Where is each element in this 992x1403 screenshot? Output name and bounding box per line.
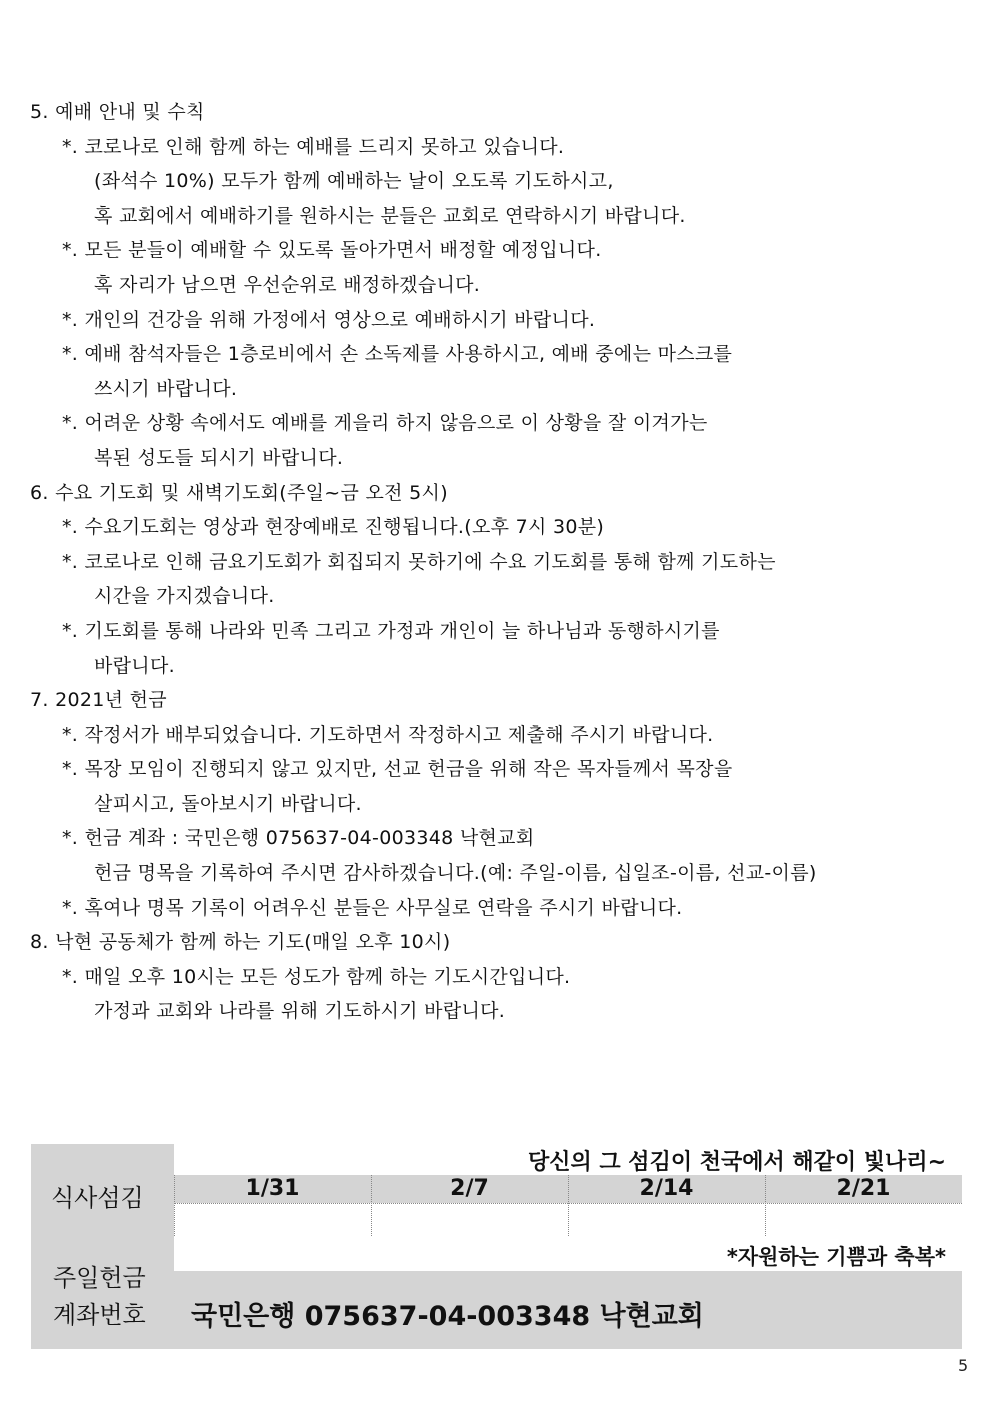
date-cell: 2/7 — [450, 1176, 489, 1201]
bullet-item: *. 개인의 건강을 위해 가정에서 영상으로 예배하시기 바랍니다. — [62, 308, 596, 331]
bullet-item: *. 작정서가 배부되었습니다. 기도하면서 작정하시고 제출해 주시기 바랍니다. — [62, 723, 714, 746]
section-heading: 6. 수요 기도회 및 새벽기도회(주일~금 오전 5시) — [30, 481, 448, 504]
continuation-line: 살피시고, 돌아보시기 바랍니다. — [94, 792, 362, 815]
continuation-line: 바랍니다. — [94, 654, 175, 677]
date-cell: 1/31 — [245, 1176, 300, 1201]
page-number: 5 — [958, 1356, 969, 1375]
continuation-line: 복된 성도들 되시기 바랍니다. — [94, 446, 344, 469]
bullet-item: *. 예배 참석자들은 1층로비에서 손 소독제를 사용하시고, 예배 중에는 마스크를 — [62, 343, 733, 366]
continuation-line: 시간을 가지겠습니다. — [94, 585, 275, 608]
bullet-item: *. 수요기도회는 영상과 현장예배로 진행됩니다.(오후 7시 30분) — [62, 516, 605, 539]
bank-account: 국민은행 075637-04-003348 낙현교회 — [191, 1301, 704, 1332]
offering-label: 주일헌금 — [53, 1264, 146, 1292]
bullet-item: *. 코로나로 인해 금요기도회가 회집되지 못하기에 수요 기도회를 통해 함께 기도하는 — [62, 550, 776, 573]
continuation-line: 헌금 명목을 기록하여 주시면 감사하겠습니다.(예: 주일-이름, 십일조-이름, 선교-이름) — [94, 862, 817, 885]
bullet-item: *. 기도회를 통해 나라와 민족 그리고 가정과 개인이 늘 하나님과 동행하시기를 — [62, 619, 720, 642]
divider — [765, 1175, 766, 1236]
continuation-line: 혹 교회에서 예배하기를 원하시는 분들은 교회로 연락하시기 바랍니다. — [94, 204, 686, 227]
date-cell: 2/21 — [836, 1176, 891, 1201]
date-cell: 2/14 — [639, 1176, 694, 1201]
service-info-box — [31, 1144, 962, 1349]
continuation-line: 혹 자리가 남으면 우선순위로 배정하겠습니다. — [94, 273, 481, 296]
divider — [174, 1175, 175, 1236]
bullet-item: *. 헌금 계좌 : 국민은행 075637-04-003348 낙현교회 — [62, 827, 535, 850]
bullet-item: *. 어려운 상황 속에서도 예배를 게을리 하지 않음으로 이 상황을 잘 이겨가는 — [62, 412, 708, 435]
account-label: 계좌번호 — [53, 1301, 146, 1329]
bullet-item: *. 모든 분들이 예배할 수 있도록 돌아가면서 배정할 예정입니다. — [62, 239, 602, 262]
section-heading: 5. 예배 안내 및 수칙 — [30, 101, 205, 123]
divider — [371, 1175, 372, 1236]
meal-service-label: 식사섬김 — [51, 1184, 144, 1212]
continuation-line: 쓰시기 바랍니다. — [94, 377, 238, 400]
section-heading: 7. 2021년 헌금 — [30, 689, 167, 712]
bullet-item: *. 목장 모임이 진행되지 않고 있지만, 선교 헌금을 위해 작은 목자들께서 목장을 — [62, 758, 733, 781]
section-heading: 8. 낙현 공동체가 함께 하는 기도(매일 오후 10시) — [30, 931, 451, 954]
thanks-text: *자원하는 기쁨과 축복* — [726, 1245, 946, 1269]
continuation-line: 가정과 교회와 나라를 위해 기도하시기 바랍니다. — [94, 1000, 506, 1023]
divider — [568, 1175, 569, 1236]
continuation-line: (좌석수 10%) 모두가 함께 예배하는 날이 오도록 기도하시고, — [94, 170, 614, 193]
bullet-item: *. 혹여나 명목 기록이 어려우신 분들은 사무실로 연락을 주시기 바랍니다. — [62, 896, 683, 919]
bullet-item: *. 코로나로 인해 함께 하는 예배를 드리지 못하고 있습니다. — [62, 135, 565, 158]
slogan: 당신의 그 섬김이 천국에서 해같이 빛나리~ — [527, 1150, 946, 1175]
announcements — [30, 95, 970, 1029]
bullet-item: *. 매일 오후 10시는 모든 성도가 함께 하는 기도시간입니다. — [62, 965, 571, 988]
